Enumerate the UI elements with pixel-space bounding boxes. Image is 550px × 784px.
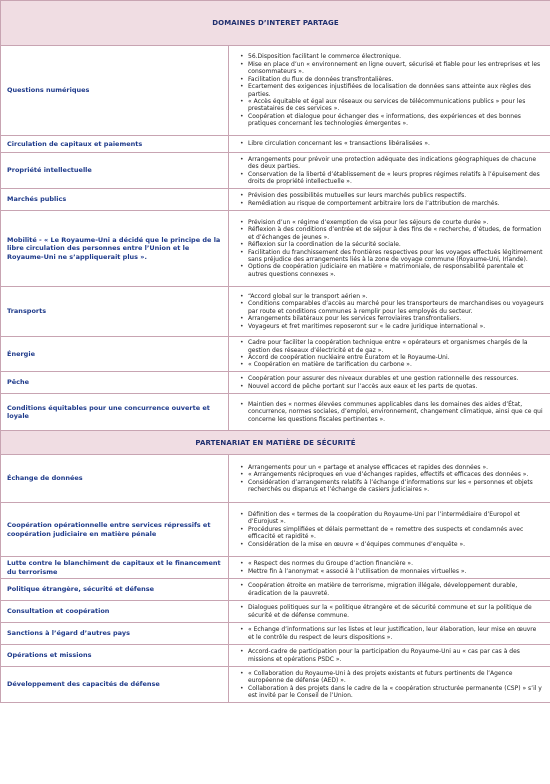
bullet-item: • Accord-cadre de participation pour la participation du Royaume-Uni au « cas par cas à des missions et opérations PSDC ». xyxy=(239,648,544,663)
bullet-list xyxy=(239,401,544,423)
bullet-item: • Considération d’arrangements relatifs à l’échange d’informations sur les « personnes et objets recherchés ou disparus et l’échange de casiers judiciaires ». xyxy=(239,479,544,494)
row-content xyxy=(229,601,550,623)
row-content xyxy=(229,337,550,372)
bullet-item: • « Accès équitable et égal aux réseaux ou services de télécommunications publics » pour les prestataires de ces services ». xyxy=(239,98,544,113)
bullet-item: • Maintien des « normes élevées communes applicables dans les domaines des aides d’État, concurrence, normes sociales, d’emploi, environnement, changement climatique, ainsi que ce qui concerne les questions fiscales pertinentes ». xyxy=(239,401,544,423)
table-row xyxy=(1,136,550,153)
bullet-item: • Coopération et dialogue pour échanger des « informations, des expériences et des bonnes pratiques concernant les technologies émergentes ». xyxy=(239,113,544,128)
bullet-list xyxy=(239,339,544,369)
bullet-item: • « Respect des normes du Groupe d’action financière ». xyxy=(239,560,544,567)
bullet-item: • Procédures simplifiées et délais permettant de « remettre des suspects et condamnés avec efficacité et rapidité ». xyxy=(239,526,544,541)
row-content xyxy=(229,46,550,136)
table-row xyxy=(1,153,550,189)
row-content xyxy=(229,623,550,645)
bullet-list xyxy=(239,192,544,207)
table-row xyxy=(1,579,550,601)
table-row xyxy=(1,667,550,703)
table-row xyxy=(1,601,550,623)
table-row xyxy=(1,372,550,394)
row-label: Lutte contre le blanchiment de capitaux et le financement du terrorisme xyxy=(1,557,229,579)
row-label: Propriété intellectuelle xyxy=(1,153,229,189)
section-title: DOMAINES D’INTERET PARTAGE xyxy=(1,1,550,46)
row-content xyxy=(229,136,550,153)
row-label: Sanctions à l’égard d’autres pays xyxy=(1,623,229,645)
row-content xyxy=(229,579,550,601)
row-label: Politique étrangère, sécurité et défense xyxy=(1,579,229,601)
bullet-item: • « Collaboration du Royaume-Uni à des projets existants et futurs pertinents de l’Agence européenne de défense (AED) ». xyxy=(239,670,544,685)
bullet-item: • Mise en place d’un « environnement en ligne ouvert, sécurisé et fiable pour les entreprises et les consommateurs ». xyxy=(239,61,544,76)
row-content xyxy=(229,667,550,703)
bullet-item: • « Coopération en matière de tarification du carbone ». xyxy=(239,361,544,368)
bullet-list xyxy=(239,670,544,700)
section-title: PARTENARIAT EN MATIÈRE DE SÉCURITÉ xyxy=(1,431,550,455)
table-row xyxy=(1,557,550,579)
row-content xyxy=(229,557,550,579)
bullet-item: • Arrangements bilatéraux pour les services ferroviaires transfrontaliers. xyxy=(239,315,544,322)
table-row xyxy=(1,645,550,667)
bullet-item: • Coopération pour assurer des niveaux durables et une gestion rationnelle des ressources. xyxy=(239,375,544,382)
row-label: Questions numériques xyxy=(1,46,229,136)
bullet-item: • Ecartement des exigences injustifiées de localisation de données sans atteinte aux règles des parties. xyxy=(239,83,544,98)
table-row xyxy=(1,394,550,431)
table-row xyxy=(1,337,550,372)
row-content xyxy=(229,455,550,503)
row-label: Conditions équitables pour une concurrence ouverte et loyale xyxy=(1,394,229,431)
bullet-item: • Coopération étroite en matière de terrorisme, migration illégale, développement durable, éradication de la pauvreté. xyxy=(239,582,544,597)
bullet-item: • Facilitation du franchissement des frontières respectives pour les voyages effectués légitimement sans préjudice des arrangements liés à la zone de voyage commune (Royaume-Uni, Irlande). xyxy=(239,249,544,264)
bullet-list xyxy=(239,375,544,390)
bullet-item: • “Accord global sur le transport aérien ». xyxy=(239,293,544,300)
section-header-row xyxy=(1,1,550,46)
row-content xyxy=(229,372,550,394)
bullet-list xyxy=(239,140,544,147)
bullet-list xyxy=(239,604,544,619)
table-row xyxy=(1,503,550,557)
row-content xyxy=(229,645,550,667)
bullet-item: • « Echange d’informations sur les listes et leur justification, leur élaboration, leur mise en œuvre et le contrôle du respect de leurs dispositions ». xyxy=(239,626,544,641)
table-row xyxy=(1,455,550,503)
bullet-list xyxy=(239,511,544,548)
row-label: Développement des capacités de défense xyxy=(1,667,229,703)
row-label: Opérations et missions xyxy=(1,645,229,667)
row-label: Marchés publics xyxy=(1,189,229,211)
bullet-list xyxy=(239,53,544,128)
bullet-list xyxy=(239,560,544,575)
bullet-item: • Dialogues politiques sur la « politique étrangère et de sécurité commune et sur la politique de sécurité et de défense commune. xyxy=(239,604,544,619)
bullet-item: • Collaboration à des projets dans le cadre de la « coopération structurée permanente (CSP) » s’il y est invité par le Conseil de l’Union. xyxy=(239,685,544,700)
bullet-item: • Accord de coopération nucléaire entre Euratom et le Royaume-Uni. xyxy=(239,354,544,361)
bullet-item: • « Arrangements réciproques en vue d’échanges rapides, effectifs et efficaces des données ». xyxy=(239,471,544,478)
table-row xyxy=(1,189,550,211)
row-label: Transports xyxy=(1,287,229,337)
bullet-list xyxy=(239,648,544,663)
row-label: Consultation et coopération xyxy=(1,601,229,623)
bullet-item: • Arrangements pour prévoir une protection adéquate des indications géographiques de chacune des deux parties. xyxy=(239,156,544,171)
bullet-list xyxy=(239,582,544,597)
bullet-item: • Conditions comparables d’accès au marché pour les transporteurs de marchandises ou voyageurs par route et conditions communes à remplir pour les employés du secteur. xyxy=(239,300,544,315)
bullet-item: • 56.Disposition facilitant le commerce électronique. xyxy=(239,53,544,60)
section-header-row xyxy=(1,431,550,455)
row-label: Mobilité - « Le Royaume-Uni a décidé que le principe de la libre circulation des personnes entre l’Union et le Royaume-Uni ne s’appliquerait plus ». xyxy=(1,211,229,287)
row-content xyxy=(229,503,550,557)
bullet-item: • Conservation de la liberté d’établissement de « leurs propres régimes relatifs à l’épuisement des droits de propriété intellectuelle ». xyxy=(239,171,544,186)
bullet-item: • Réflexion sur la coordination de la sécurité sociale. xyxy=(239,241,544,248)
bullet-item: • Prévision des possibilités mutuelles sur leurs marchés publics respectifs. xyxy=(239,192,544,199)
bullet-list xyxy=(239,464,544,494)
row-content xyxy=(229,153,550,189)
bullet-item: • Libre circulation concernant les « transactions libéralisées ». xyxy=(239,140,544,147)
row-label: Coopération opérationnelle entre services répressifs et coopération judiciaire en matière pénale xyxy=(1,503,229,557)
bullet-item: • Facilitation du flux de données transfrontalières. xyxy=(239,76,544,83)
row-content xyxy=(229,394,550,431)
bullet-item: • Prévision d’un « régime d’exemption de visa pour les séjours de courte durée ». xyxy=(239,219,544,226)
bullet-list xyxy=(239,156,544,186)
bullet-item: • Réflexion à des conditions d’entrée et de séjour à des fins de « recherche, d’études, de formation et d’échanges de jeunes ». xyxy=(239,226,544,241)
row-content xyxy=(229,189,550,211)
row-label: Circulation de capitaux et paiements xyxy=(1,136,229,153)
bullet-item: • Arrangements pour un « partage et analyse efficaces et rapides des données ». xyxy=(239,464,544,471)
bullet-list xyxy=(239,626,544,641)
bullet-item: • Considération de la mise en œuvre « d’équipes communes d’enquête ». xyxy=(239,541,544,548)
bullet-item: • Nouvel accord de pêche portant sur l’accès aux eaux et les parts de quotas. xyxy=(239,383,544,390)
table-row xyxy=(1,211,550,287)
row-label: Pêche xyxy=(1,372,229,394)
bullet-item: • Cadre pour faciliter la coopération technique entre « opérateurs et organismes chargés de la gestion des réseaux d’électricité et de gaz ». xyxy=(239,339,544,354)
bullet-item: • Remédiation au risque de comportement arbitraire lors de l’attribution de marchés. xyxy=(239,200,544,207)
row-label: Énergie xyxy=(1,337,229,372)
table-row xyxy=(1,287,550,337)
table-row xyxy=(1,623,550,645)
bullet-item: • Voyageurs et fret maritimes reposeront sur « le cadre juridique international ». xyxy=(239,323,544,330)
row-content xyxy=(229,211,550,287)
bullet-item: • Définition des « termes de la coopération du Royaume-Uni par l’intermédiaire d’Europol et d’Eurojust ». xyxy=(239,511,544,526)
bullet-item: • Mettre fin à l’anonymat « associé à l’utilisation de monnaies virtuelles ». xyxy=(239,568,544,575)
row-content xyxy=(229,287,550,337)
row-label: Échange de données xyxy=(1,455,229,503)
bullet-item: • Options de coopération judiciaire en matière « matrimoniale, de responsabilité parentale et autres questions connexes ». xyxy=(239,263,544,278)
bullet-list xyxy=(239,219,544,279)
table-row xyxy=(1,46,550,136)
bullet-list xyxy=(239,293,544,330)
